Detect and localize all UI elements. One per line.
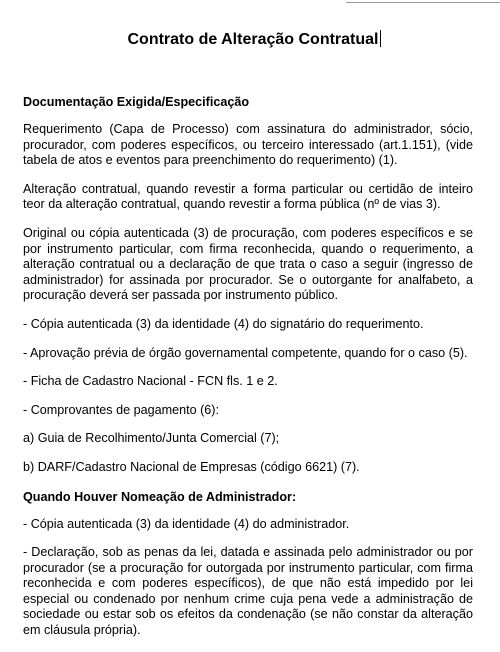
list-item-ficha-cadastro: - Ficha de Cadastro Nacional - FCN fls. 1 e 2. [23,374,278,389]
document-page [23,30,473,652]
paragraph-alteracao-contratual: Alteração contratual, quando revestir a forma particular ou certidão de inteiro teor da alteração contratual, quando revestir a forma pública (nº de vias 3). [23,181,473,212]
list-item-darf: b) DARF/Cadastro Nacional de Empresas (código 6621) (7). [23,459,360,474]
document-title-line [23,30,473,50]
section-heading-administrador: Quando Houver Nomeação de Administrador: [23,489,297,504]
list-item-declaracao: - Declaração, sob as penas da lei, datada e assinada pelo administrador ou por procurador (se a procuração for outorgada por instrumento particular, com firma reconhecida e com poderes específicos), de que não está impedido por lei especial ou condenado por nenhum crime cuja pena vede a administração de sociedade ou estar sob os efeitos da condenação (se não constar da alteração em cláusula própria). [23,545,473,638]
paragraph-procuracao: Original ou cópia autenticada (3) de procuração, com poderes específicos e se por instrumento particular, com firma reconhecida, quando o requerimento, a alteração contratual ou a declaração de que trata o caso a seguir (ingresso de administrador) for assinada por procurador. Se o outorgante for analfabeto, a procuração deverá ser passada por instrumento público. [23,225,473,303]
list-item-guia-recolhimento: a) Guia de Recolhimento/Junta Comercial (7); [23,431,280,446]
paragraph-requerimento: Requerimento (Capa de Processo) com assinatura do administrador, sócio, procurador, com poderes específicos, ou terceiro interessado (art.1.151), (vide tabela de atos e eventos para preenchimento do requerimento) (1). [23,122,473,168]
list-item-copia-identidade-administrador: - Cópia autenticada (3) da identidade (4) do administrador. [23,516,350,531]
list-item-copia-identidade-signatario: - Cópia autenticada (3) da identidade (4) do signatário do requerimento. [23,316,424,331]
top-divider [346,0,500,3]
text-cursor [380,30,381,47]
section-heading-documentation: Documentação Exigida/Especificação [23,95,250,109]
list-item-aprovacao-previa: - Aprovação prévia de órgão governamental competente, quando for o caso (5). [23,345,468,360]
document-title: Contrato de Alteração Contratual [127,31,379,48]
list-item-comprovantes-pagamento: - Comprovantes de pagamento (6): [23,402,220,417]
